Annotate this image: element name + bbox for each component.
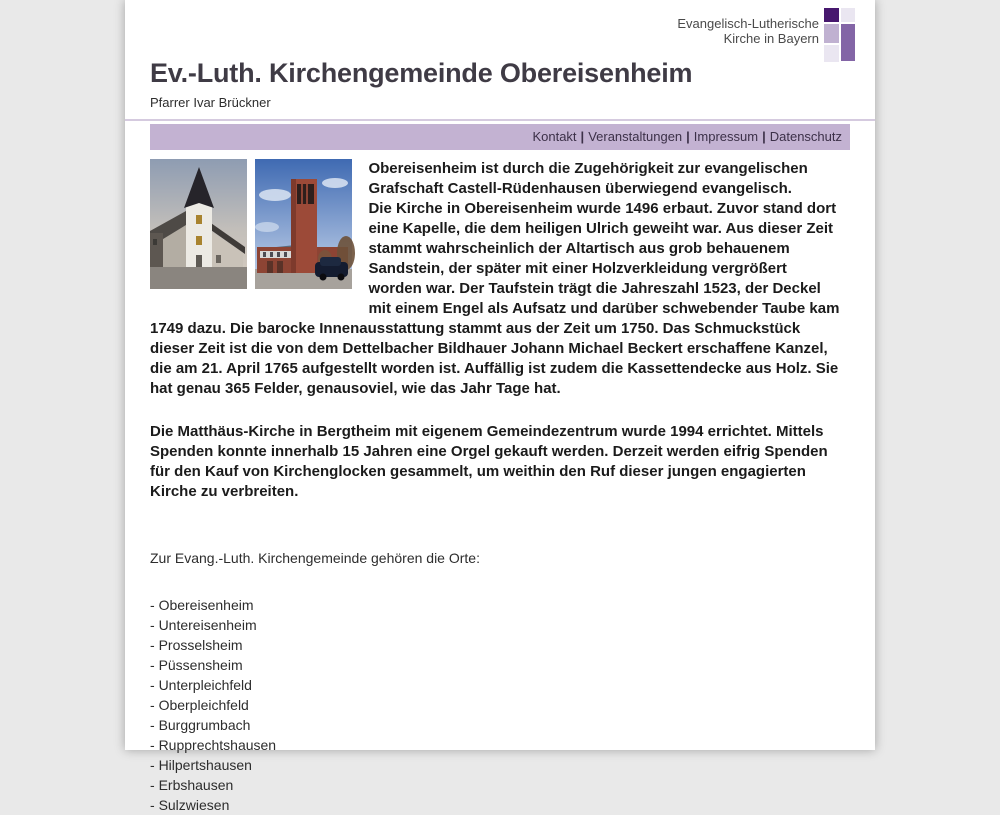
content-page xyxy=(125,0,875,813)
nav-link[interactable]: Datenschutz xyxy=(769,129,842,144)
elkb-logo-icon xyxy=(824,8,855,62)
header xyxy=(125,0,875,111)
place-dash: - xyxy=(150,657,159,673)
logo-square-pale-top xyxy=(841,8,855,22)
brand-line2: Kirche in Bayern xyxy=(723,31,819,46)
place-item xyxy=(150,695,840,715)
place-item xyxy=(150,635,840,655)
page-title: Ev.-Luth. Kirchengemeinde Obereisenheim xyxy=(150,58,693,88)
church-photos xyxy=(150,159,352,289)
nav-item xyxy=(694,129,770,144)
place-dash: - xyxy=(150,597,159,613)
nav-separator: | xyxy=(762,129,766,144)
place-name: Prosselsheim xyxy=(158,637,243,653)
place-name: Erbshausen xyxy=(158,777,234,793)
place-item xyxy=(150,615,840,635)
place-item xyxy=(150,715,840,735)
nav-link[interactable]: Kontakt xyxy=(532,129,577,144)
nav-link[interactable]: Impressum xyxy=(693,129,759,144)
brand xyxy=(677,8,855,62)
place-dash: - xyxy=(150,777,159,793)
nav-item xyxy=(532,129,588,144)
main-content xyxy=(125,159,875,815)
place-dash: - xyxy=(150,617,159,633)
place-dash: - xyxy=(150,757,159,773)
places-list xyxy=(150,595,840,815)
place-dash: - xyxy=(150,677,159,693)
place-dash: - xyxy=(150,737,159,753)
place-dash: - xyxy=(150,697,159,713)
place-name: Sulzwiesen xyxy=(158,797,230,813)
brand-line1: Evangelisch-Lutherische xyxy=(677,16,819,31)
place-dash: - xyxy=(150,717,159,733)
place-item xyxy=(150,675,840,695)
nav-separator: | xyxy=(686,129,690,144)
photo-obereisenheim-church xyxy=(150,159,247,289)
places-intro: Zur Evang.-Luth. Kirchengemeinde gehören die Orte: xyxy=(150,550,480,566)
place-name: Obereisenheim xyxy=(158,597,254,613)
place-dash: - xyxy=(150,797,159,813)
place-name: Untereisenheim xyxy=(158,617,257,633)
brand-name xyxy=(677,8,819,46)
place-name: Oberpleichfeld xyxy=(158,697,249,713)
main-nav xyxy=(150,124,850,150)
place-item xyxy=(150,735,840,755)
place-item xyxy=(150,795,840,815)
nav-link[interactable]: Veranstaltungen xyxy=(588,129,683,144)
place-item xyxy=(150,755,840,775)
logo-square-light xyxy=(824,24,839,43)
place-name: Püssensheim xyxy=(158,657,243,673)
header-divider xyxy=(125,119,875,121)
nav-item xyxy=(588,129,694,144)
photo-bergtheim-church xyxy=(255,159,352,289)
place-item xyxy=(150,775,840,795)
nav-item xyxy=(770,129,842,144)
place-name: Rupprechtshausen xyxy=(158,737,277,753)
paragraph-history-line1: Obereisenheim ist durch die Zugehörigkeit zur evangelischen Grafschaft Castell-Rüdenhausen überwiegend evangelisch. xyxy=(368,160,808,197)
place-name: Burggrumbach xyxy=(158,717,251,733)
logo-square-pale xyxy=(824,45,839,62)
place-item xyxy=(150,655,840,675)
nav-separator: | xyxy=(580,129,585,144)
paragraph-matthaeus-kirche: Die Matthäus-Kirche in Bergtheim mit eigenem Gemeindezentrum wurde 1994 errichtet. Mittels Spenden konnte innerhalb 15 Jahren eine Orgel gekauft werden. Derzeit werden eifrig Spenden für den Kauf von Kirchenglocken gesammelt, um weithin den Ruf dieser jungen engagierten Kirche zu verbreiten. xyxy=(150,423,828,500)
place-item xyxy=(150,595,840,615)
place-name: Hilpertshausen xyxy=(158,757,252,773)
paragraph-history-rest: Die Kirche in Obereisenheim wurde 1496 erbaut. Zuvor stand dort eine Kapelle, die dem heiligen Ulrich geweiht war. Aus dieser Zeit stammt wahrscheinlich der Altartisch aus grob behauenem Sandstein, der später mit einer Holzverkleidung vergrößert worden war. Der Taufstein trägt die Jahreszahl 1523, der Deckel mit einem Engel als Aufsatz und darüber schwebender Taube kam 1749 dazu. Die barocke Innenausstattung stammt aus der Zeit um 1750. Das Schmuckstück dieser Zeit ist die von dem Dettelbacher Bildhauer Johann Michael Beckert erschaffene Kanzel, die am 21. April 1765 aufgestellt worden ist. Auffällig ist zudem die Kassettendecke aus Holz. Sie hat genau 365 Felder, genausoviel, wie das Jahr Tage hat. xyxy=(150,200,840,397)
logo-square-medium xyxy=(841,24,855,61)
place-dash: - xyxy=(150,637,159,653)
page-subtitle: Pfarrer Ivar Brückner xyxy=(150,95,271,110)
place-name: Unterpleichfeld xyxy=(158,677,252,693)
logo-square-dark xyxy=(824,8,839,22)
